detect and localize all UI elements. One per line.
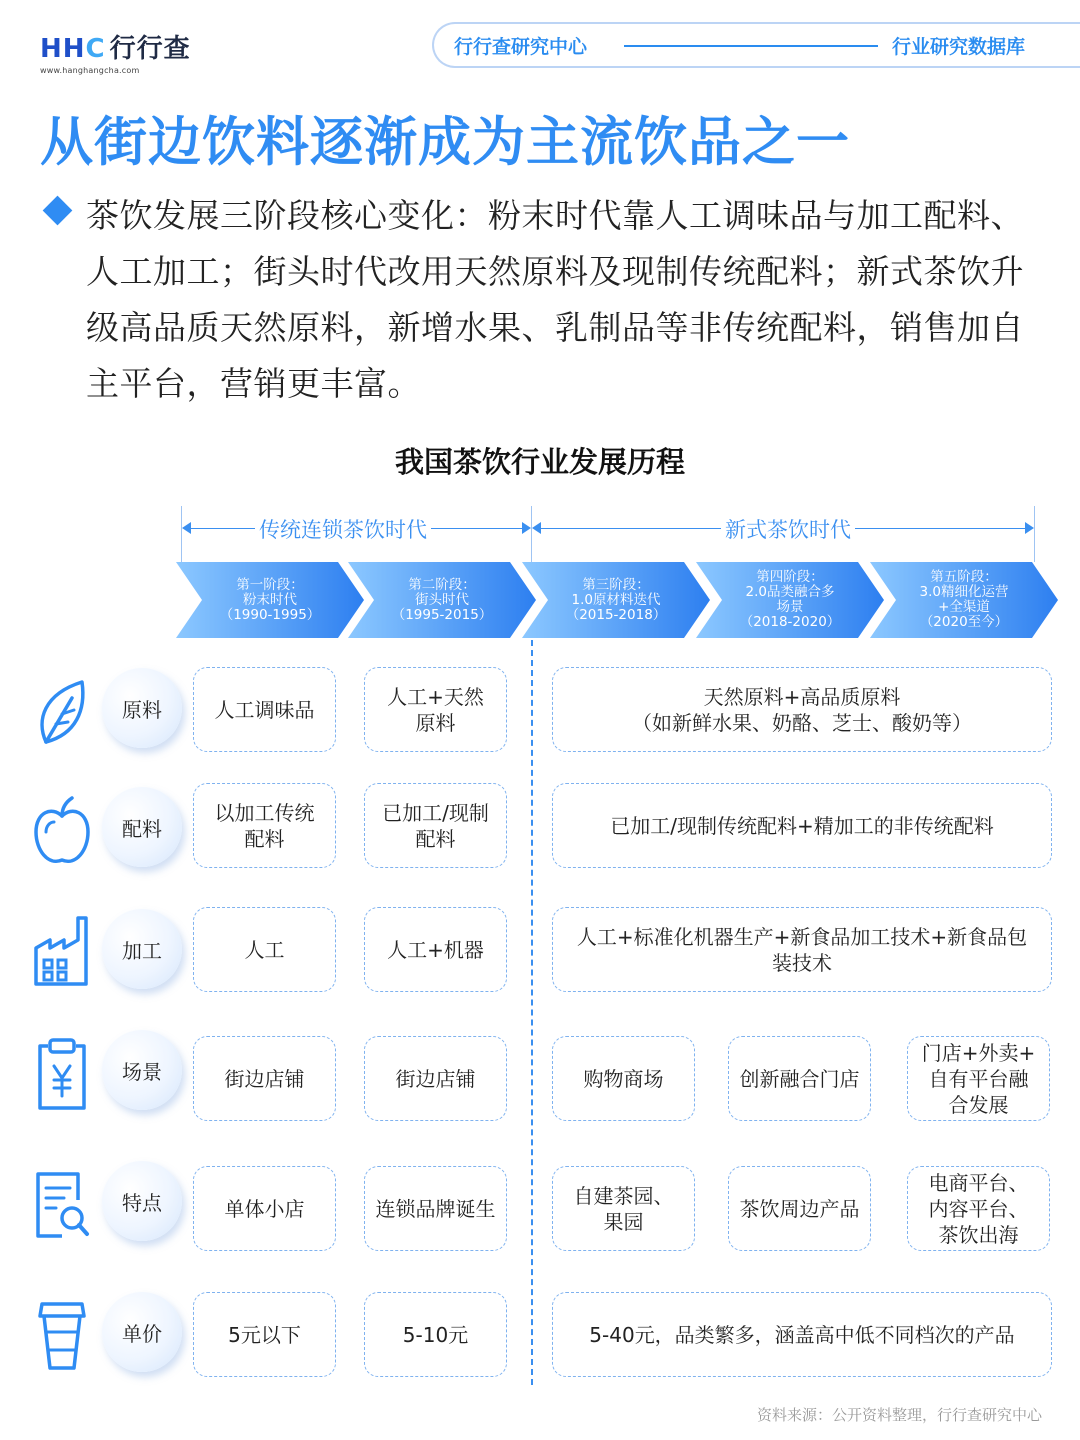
process-new-era-line2: 装技术 (772, 950, 832, 975)
stage-1-era: 粉末时代 (243, 591, 297, 608)
row-label-processing: 加工 (102, 909, 182, 989)
scene-stage5-line2: 自有平台融 (928, 1066, 1029, 1091)
era-new-style-label: 新式茶饮时代 (721, 514, 855, 544)
stage-4-years: （2018-2020） (739, 614, 841, 630)
ingredient-stage2-line2: 配料 (415, 826, 456, 851)
feature-stage5-line1: 电商平台、 (928, 1170, 1029, 1195)
era-traditional-label: 传统连锁茶饮时代 (255, 514, 431, 544)
stage-5-name: 第五阶段： (930, 569, 998, 585)
page-title: 从街边饮料逐渐成为主流饮品之一 (40, 112, 850, 173)
logo-mark-c: C (85, 34, 106, 64)
row-label-ingredient: 配料 (102, 787, 182, 867)
document-search-icon (32, 1166, 92, 1236)
scene-stage5-line1: 门店+外卖+ (921, 1040, 1036, 1065)
raw-new-era-line2: （如新鲜水果、奶酪、芝士、酸奶等） (632, 710, 972, 735)
feature-stage5-cell (907, 1166, 1050, 1251)
leaf-icon (32, 672, 92, 742)
raw-new-era-line1: 天然原料+高品质原料 (703, 684, 901, 709)
stage-4-name: 第四阶段： (756, 569, 824, 585)
stage-1-name: 第一阶段： (236, 576, 304, 593)
raw-stage2-line2: 原料 (415, 710, 456, 735)
ingredient-stage2-line1: 已加工/现制 (382, 800, 489, 825)
stage-5-era-cont: +全渠道 (938, 599, 990, 615)
feature-stage3-cell (552, 1166, 695, 1251)
row-label-unit-price: 单价 (102, 1292, 182, 1372)
factory-icon (32, 908, 92, 978)
raw-stage2-cell (364, 667, 507, 752)
feature-stage3-line1: 自建茶园、 (573, 1183, 674, 1208)
feature-stage1-cell: 单体小店 (193, 1166, 336, 1251)
stage-5-text (890, 562, 1038, 638)
scene-stage2-cell: 街边店铺 (364, 1036, 507, 1121)
header-database: 行业研究数据库 (892, 36, 1026, 58)
scene-stage4-cell: 创新融合门店 (728, 1036, 871, 1121)
feature-stage3-line2: 果园 (603, 1209, 644, 1234)
stage-3-years: （2015-2018） (565, 606, 667, 623)
row-label-feature: 特点 (102, 1161, 182, 1241)
stage-5-years: （2020至今） (919, 614, 1009, 630)
cup-icon (32, 1296, 92, 1366)
era-divider-dashed (531, 640, 533, 1385)
scene-stage5-line3: 合发展 (948, 1092, 1009, 1117)
row-label-scene: 场景 (102, 1030, 182, 1110)
scene-stage3-cell: 购物商场 (552, 1036, 695, 1121)
process-stage2-cell: 人工+机器 (364, 907, 507, 992)
raw-stage1-cell: 人工调味品 (193, 667, 336, 752)
stage-chevron-shapes (0, 0, 1080, 660)
price-new-era-cell: 5-40元，品类繁多，涵盖高中低不同档次的产品 (552, 1292, 1052, 1377)
ingredient-stage1-line2: 配料 (244, 826, 285, 851)
scene-stage1-cell: 街边店铺 (193, 1036, 336, 1121)
row-label-raw-material: 原料 (102, 668, 182, 748)
stage-5-era: 3.0精细化运营 (919, 584, 1009, 600)
feature-stage5-line3: 茶饮出海 (938, 1222, 1019, 1247)
feature-stage4-cell: 茶饮周边产品 (728, 1166, 871, 1251)
apple-icon (32, 792, 92, 862)
stage-2-name: 第二阶段： (408, 576, 476, 593)
scene-stage5-cell (907, 1036, 1050, 1121)
raw-stage2-line1: 人工+天然 (387, 684, 484, 709)
ingredient-new-era-cell: 已加工/现制传统配料+精加工的非传统配料 (552, 783, 1052, 868)
ingredient-stage2-cell (364, 783, 507, 868)
logo-brand-name: 行行查 (109, 34, 191, 64)
ingredient-stage1-line1: 以加工传统 (214, 800, 315, 825)
stage-2-text (368, 562, 516, 638)
stage-4-era-cont: 场景 (776, 599, 804, 615)
feature-stage5-line2: 内容平台、 (928, 1196, 1029, 1221)
ingredient-stage1-cell (193, 783, 336, 868)
logo-url: www.hanghangcha.com (40, 66, 140, 75)
description-text: 茶饮发展三阶段核心变化：粉末时代靠人工调味品与加工配料、人工加工；街头时代改用天然原料及现制传统配料；新式茶饮升级高品质天然原料，新增水果、乳制品等非传统配料，销售加自主平台，营销更丰富。 (86, 196, 1024, 403)
source-note: 资料来源：公开资料整理，行行查研究中心 (756, 1406, 1042, 1424)
process-stage1-cell: 人工 (193, 907, 336, 992)
stage-2-era: 街头时代 (415, 591, 469, 608)
stage-1-years: （1990-1995） (219, 606, 321, 623)
price-stage1-cell: 5元以下 (193, 1292, 336, 1377)
stage-3-text (542, 562, 690, 638)
process-new-era-cell (552, 907, 1052, 992)
raw-new-era-cell (552, 667, 1052, 752)
stage-1-text (196, 562, 344, 638)
stage-3-era: 1.0原材料迭代 (571, 591, 661, 608)
stage-4-era: 2.0品类融合多 (745, 584, 835, 600)
chart-title: 我国茶饮行业发展历程 (394, 445, 685, 479)
stage-3-name: 第三阶段： (582, 576, 650, 593)
process-new-era-line1: 人工+标准化机器生产+新食品加工技术+新食品包 (576, 924, 1028, 949)
clipboard-yen-icon (32, 1036, 92, 1106)
stage-2-years: （1995-2015） (391, 606, 493, 623)
header-research-center: 行行查研究中心 (454, 36, 588, 58)
stage-4-text (716, 562, 864, 638)
feature-stage2-cell: 连锁品牌诞生 (364, 1166, 507, 1251)
price-stage2-cell: 5-10元 (364, 1292, 507, 1377)
logo-mark-hh: HH (40, 34, 86, 64)
